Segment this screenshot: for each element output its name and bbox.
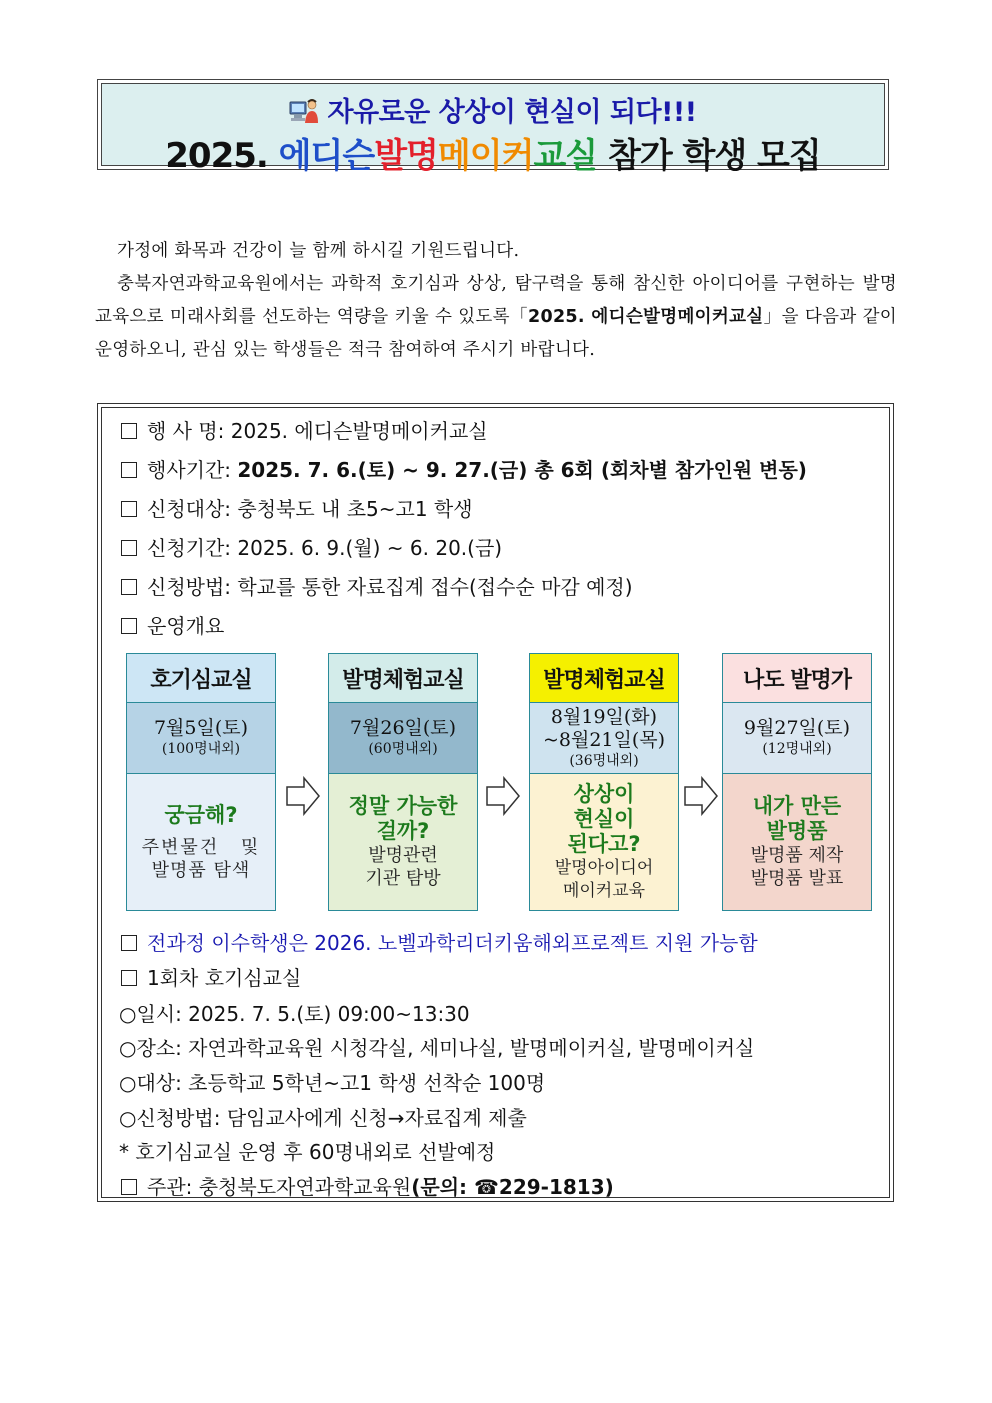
checkbox-icon bbox=[121, 970, 137, 986]
arrow-right-icon bbox=[684, 776, 718, 816]
info-notice bbox=[121, 927, 758, 956]
flow-card-date-text: 8월19일(화) bbox=[550, 705, 658, 728]
arrow-right-icon bbox=[286, 776, 320, 816]
info-period-value: 2025. 7. 6.(토) ~ 9. 27.(금) 총 6회 (회차별 참가인원 변동) bbox=[237, 458, 807, 482]
title-edison: 에디슨 bbox=[278, 136, 375, 176]
flow-card-heading: 정말 가능한 걸까? bbox=[348, 794, 458, 843]
info-overview-text: 운영개요 bbox=[147, 614, 225, 638]
title-banner-inner bbox=[101, 83, 885, 176]
info-period-label: 행사기간: bbox=[147, 458, 238, 482]
intro-greeting: 가정에 화목과 건강이 늘 함께 하시길 기원드립니다. bbox=[117, 241, 520, 261]
tagline bbox=[102, 90, 884, 129]
flow-card-title: 호기심교실 bbox=[127, 654, 275, 703]
info-event-name-text: 행 사 명: 2025. 에디슨발명메이커교실 bbox=[147, 419, 488, 443]
info-notice-text: 전과정 이수학생은 2026. 노벨과학리더키움해외프로젝트 지원 가능함 bbox=[147, 931, 758, 955]
intro-text bbox=[95, 235, 897, 367]
info-s1-note: * 호기심교실 운영 후 60명내외로 선발예정 bbox=[119, 1140, 496, 1164]
flow-card-date bbox=[723, 703, 871, 774]
flow-card-title: 발명체험교실 bbox=[530, 654, 678, 703]
flow-card-date-text: 7월5일(토) bbox=[153, 717, 249, 739]
checkbox-icon bbox=[121, 1179, 137, 1195]
info-apply-period-text: 신청기간: 2025. 6. 9.(월) ~ 6. 20.(금) bbox=[147, 536, 503, 560]
tagline-text: 자유로운 상상이 현실이 되다!!! bbox=[327, 97, 697, 128]
checkbox-icon bbox=[121, 462, 137, 478]
flow-card-date bbox=[329, 703, 477, 774]
title-year: 2025. bbox=[165, 136, 279, 176]
flow-card-date-text: 9월27일(토) bbox=[743, 717, 851, 739]
flow-card-2 bbox=[328, 653, 478, 911]
flow-card-desc: 발명품 발표 bbox=[750, 868, 844, 889]
intro-body-a: 충북자연과학교육원에서는 과학적 호기심과 상상, 탐구력을 통해 참신한 아이디어를 구현하는 발명교육으로 미래사회를 선도하는 역량을 키울 수 있도록「 bbox=[95, 274, 897, 327]
title-invention: 발명 bbox=[374, 136, 438, 176]
intro-body bbox=[95, 268, 897, 367]
flow-card-body bbox=[530, 774, 678, 910]
page-title bbox=[102, 128, 884, 177]
info-box-inner bbox=[101, 407, 890, 1198]
info-s1-method: ○신청방법: 담임교사에게 신청→자료집계 제출 bbox=[119, 1106, 527, 1130]
checkbox-icon bbox=[121, 618, 137, 634]
flow-card-desc: 발명관련 bbox=[368, 845, 438, 866]
info-host-contact: (문의: ☎229-1813) bbox=[411, 1175, 614, 1199]
flow-card-desc: 주변물건 및 bbox=[141, 836, 261, 858]
checkbox-icon bbox=[121, 935, 137, 951]
info-host-label: 주관: 충청북도자연과학교육원 bbox=[147, 1175, 412, 1199]
checkbox-icon bbox=[121, 501, 137, 517]
flow-card-desc: 메이커교육 bbox=[562, 880, 646, 901]
arrow-right-icon bbox=[486, 776, 520, 816]
info-apply-period bbox=[121, 532, 502, 561]
flow-card-body bbox=[127, 774, 275, 910]
title-maker: 메이커 bbox=[437, 136, 534, 176]
title-classroom: 교실 bbox=[533, 136, 598, 176]
checkbox-icon bbox=[121, 579, 137, 595]
title-suffix: 참가 학생 모집 bbox=[597, 136, 821, 176]
flow-card-desc: 발명품 제작 bbox=[750, 845, 844, 866]
flow-card-heading: 상상이 현실이 된다고? bbox=[567, 781, 641, 856]
flow-card-count: (60명내외) bbox=[368, 741, 438, 757]
info-apply-method bbox=[121, 571, 633, 600]
flow-card-body bbox=[723, 774, 871, 910]
intro-program-name: 2025. 에디슨발명메이커교실 bbox=[528, 307, 764, 327]
intro-body-b: 」을 다음과 같이 운영하오니, 관심 있는 학생들은 적극 참여하여 주시기 바랍니다. bbox=[95, 307, 897, 360]
info-session1 bbox=[121, 962, 301, 991]
flow-card-desc: 기관 탐방 bbox=[365, 868, 441, 889]
flow-card-date-text: 7월26일(토) bbox=[349, 717, 457, 739]
info-event-name bbox=[121, 415, 488, 444]
flow-card-count: (12명내외) bbox=[762, 741, 832, 757]
flow-card-title: 나도 발명가 bbox=[723, 654, 871, 703]
flow-card-heading: 궁금해? bbox=[164, 802, 238, 827]
flow-card-title: 발명체험교실 bbox=[329, 654, 477, 703]
info-overview bbox=[121, 610, 224, 639]
info-s1-place: ○장소: 자연과학교육원 시청각실, 세미나실, 발명메이커실, 발명메이커실 bbox=[119, 1036, 755, 1060]
flow-card-date bbox=[530, 703, 678, 774]
info-apply-method-text: 신청방법: 학교를 통한 자료집계 접수(접수순 마감 예정) bbox=[147, 575, 633, 599]
flow-card-count: (36명내외) bbox=[569, 752, 639, 769]
flow-card-date-text: ~8월21일(목) bbox=[542, 728, 666, 751]
checkbox-icon bbox=[121, 540, 137, 556]
flow-card-heading: 내가 만든 발명품 bbox=[752, 794, 842, 843]
computer-user-icon bbox=[289, 98, 319, 124]
checkbox-icon bbox=[121, 423, 137, 439]
flow-card-desc: 발명아이디어 bbox=[554, 857, 654, 878]
info-target-text: 신청대상: 충청북도 내 초5~고1 학생 bbox=[147, 497, 473, 521]
flow-card-3 bbox=[529, 653, 679, 911]
flow-card-4 bbox=[722, 653, 872, 911]
info-target bbox=[121, 493, 473, 522]
info-host bbox=[121, 1171, 614, 1200]
info-s1-date: ○일시: 2025. 7. 5.(토) 09:00~13:30 bbox=[119, 1002, 470, 1026]
flow-card-desc: 발명품 탐색 bbox=[151, 859, 251, 881]
info-session1-text: 1회차 호기심교실 bbox=[147, 966, 302, 990]
info-box bbox=[97, 403, 894, 1202]
title-banner bbox=[97, 79, 889, 176]
flow-card-body bbox=[329, 774, 477, 910]
flow-card-count: (100명내외) bbox=[161, 741, 241, 757]
flow-card-date bbox=[127, 703, 275, 774]
info-period bbox=[121, 454, 807, 483]
info-s1-target: ○대상: 초등학교 5학년~고1 학생 선착순 100명 bbox=[119, 1071, 546, 1095]
flow-card-1 bbox=[126, 653, 276, 911]
